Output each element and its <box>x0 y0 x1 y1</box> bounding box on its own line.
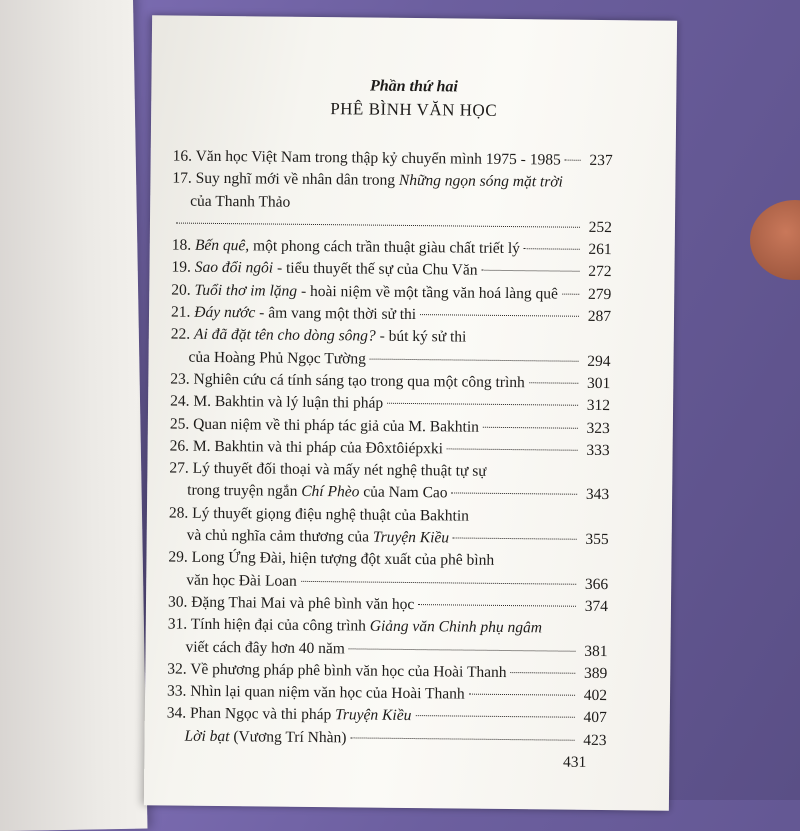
toc-text: 33. Nhìn lại quan niệm văn học của Hoài Thanh <box>166 682 465 703</box>
page-number: 402 <box>583 686 608 705</box>
toc-line-text <box>167 703 412 728</box>
leader-dots <box>370 358 579 361</box>
leader-dots <box>387 403 578 406</box>
toc-line-text <box>190 190 290 213</box>
toc-text: 34. Phan Ngọc và thi pháp <box>166 704 336 724</box>
toc-text: văn học Đài Loan <box>186 571 297 590</box>
leader-dots <box>452 493 578 495</box>
toc-entry <box>169 502 609 551</box>
toc-text: - âm vang một thời sử thi <box>255 304 417 324</box>
toc-line <box>172 190 612 217</box>
toc-text: - bút ký sử thi <box>375 328 467 346</box>
toc-line-text <box>184 725 346 749</box>
page-number: 381 <box>584 642 608 660</box>
toc-line-text <box>188 346 366 370</box>
toc-text: (Vương Trí Nhàn) <box>229 727 347 747</box>
toc-text: của Thanh Thảo <box>190 192 291 211</box>
italic-title: Tuổi thơ im lặng <box>194 281 298 300</box>
toc-text: , một phong cách trần thuật giàu chất triết lý <box>245 237 521 258</box>
italic-title: Đáy nước <box>194 303 256 322</box>
toc-entry <box>167 614 607 663</box>
leader-dots <box>482 270 580 272</box>
leader-dots <box>562 293 579 294</box>
page-number: 261 <box>588 241 612 259</box>
toc-text: của Hoàng Phủ Ngọc Tường <box>188 348 366 368</box>
italic-title: Những ngọn sóng mặt trời <box>398 172 563 191</box>
toc-line-text <box>169 502 469 527</box>
toc-text: - hoài niệm về một tầng văn hoá làng quê <box>297 282 559 303</box>
toc-entry <box>172 168 613 239</box>
toc-line-text <box>170 435 444 460</box>
toc-line-text <box>186 569 297 592</box>
toc-line-text <box>171 257 477 283</box>
final-page-number: 431 <box>563 753 587 771</box>
page-number: 294 <box>587 352 611 370</box>
finger <box>750 200 800 280</box>
italic-title: Sao đổi ngôi <box>194 259 274 278</box>
toc-line-text <box>167 681 465 706</box>
leader-dots <box>511 672 576 674</box>
toc-line-text <box>185 636 345 660</box>
toc-entry <box>169 458 609 507</box>
toc-text: 16. Văn học Việt Nam trong thập kỷ chuyển mình 1975 - 1985 <box>172 147 561 169</box>
italic-title: Bến quê <box>194 236 246 255</box>
toc-text: 31. Tính hiện đại của công trình <box>167 615 370 635</box>
toc-line-text <box>187 525 450 550</box>
toc-text: 20. <box>171 281 195 299</box>
toc-line-text <box>170 413 479 439</box>
leader-dots <box>565 160 581 161</box>
toc-text: trong truyện ngắn <box>187 482 302 501</box>
toc-line-text <box>171 302 416 327</box>
leader-dots <box>524 248 580 250</box>
section-title: PHÊ BÌNH VĂN HỌC <box>330 99 498 120</box>
page-number: 333 <box>586 441 610 459</box>
toc-line-text <box>168 591 415 616</box>
toc-text: - tiểu thuyết thế sự của Chu Văn <box>273 260 478 280</box>
page-number: 287 <box>587 307 612 326</box>
toc-line <box>166 725 606 752</box>
page-number: 301 <box>586 374 611 393</box>
toc-line-text <box>169 458 486 484</box>
toc-text: 18. <box>171 236 196 254</box>
page-number: 389 <box>583 664 608 682</box>
page-number: 423 <box>583 731 607 749</box>
toc-text: 29. Long Ứng Đài, hiện tượng đột xuất của phê bình <box>168 548 495 570</box>
page-number: 355 <box>585 530 609 549</box>
italic-title: Ai đã đặt tên cho dòng sông? <box>193 326 376 346</box>
toc-text: của Nam Cao <box>359 483 448 502</box>
italic-title: Truyện Kiều <box>372 528 450 547</box>
toc-text: 27. Lý thuyết đối thoại và mấy nét nghệ thuật tự sự <box>169 459 487 480</box>
italic-title: Truyện Kiều <box>335 706 412 725</box>
page-number: 279 <box>587 285 612 303</box>
leader-dots <box>349 648 576 651</box>
leader-dots <box>301 581 576 585</box>
toc-text: 32. Về phương pháp phê bình văn học của Hoài Thanh <box>167 660 507 681</box>
page-number: 374 <box>584 597 609 616</box>
page-number: 252 <box>588 218 613 236</box>
leader-dots <box>418 604 576 607</box>
page-number: 366 <box>584 575 609 593</box>
toc-text: viết cách đây hơn 40 năm <box>185 638 345 657</box>
leader-dots <box>469 694 575 696</box>
toc-text: 23. Nghiên cứu cá tính sáng tạo trong qua một công trình <box>170 370 525 392</box>
page-number: 407 <box>583 709 607 727</box>
toc-entry <box>168 547 608 596</box>
toc-text: 25. Quan niệm về thi pháp tác giả của M. Bakhtin <box>169 415 480 436</box>
toc-line-text <box>171 324 467 349</box>
leader-dots <box>453 537 577 539</box>
leader-dots <box>415 715 574 718</box>
page-number: 343 <box>585 486 610 504</box>
leader-dots <box>447 448 578 450</box>
leader-dots <box>529 382 579 384</box>
toc-text: 30. Đặng Thai Mai và phê bình văn học <box>167 593 415 613</box>
leader-dots <box>483 426 578 428</box>
left-page <box>0 0 147 831</box>
leader-dots <box>176 222 580 227</box>
toc-entry <box>166 725 606 752</box>
page-number: 312 <box>586 397 611 415</box>
toc-text: 17. Suy nghĩ mới về nhân dân trong <box>172 169 399 190</box>
page-number: 272 <box>588 263 612 281</box>
book-page <box>144 15 677 810</box>
italic-title: Lời bạt <box>184 727 230 745</box>
toc-text: 28. Lý thuyết giọng điệu nghệ thuật của Bakhtin <box>168 504 470 525</box>
toc-text: 19. <box>171 258 195 277</box>
toc-text: 26. M. Bakhtin và thi pháp của Đôxtôiépxki <box>169 437 444 458</box>
leader-dots <box>420 314 579 317</box>
italic-title: Chí Phèo <box>301 483 360 501</box>
toc-text: 24. M. Bakhtin và lý luận thi pháp <box>170 392 384 412</box>
page-number: 237 <box>589 151 613 170</box>
toc-text: và chủ nghĩa cảm thương của <box>186 526 373 546</box>
toc-entry <box>170 324 610 373</box>
toc-line-text <box>170 391 383 416</box>
leader-dots <box>350 737 574 740</box>
part-title: Phần thứ hai <box>369 77 458 96</box>
table-of-contents <box>166 145 613 774</box>
toc-text: 21. <box>170 303 195 321</box>
italic-title: Giảng văn Chinh phụ ngâm <box>369 617 543 637</box>
toc-text: 22. <box>170 325 195 344</box>
toc-line-text <box>187 480 448 505</box>
page-number: 323 <box>586 419 610 437</box>
